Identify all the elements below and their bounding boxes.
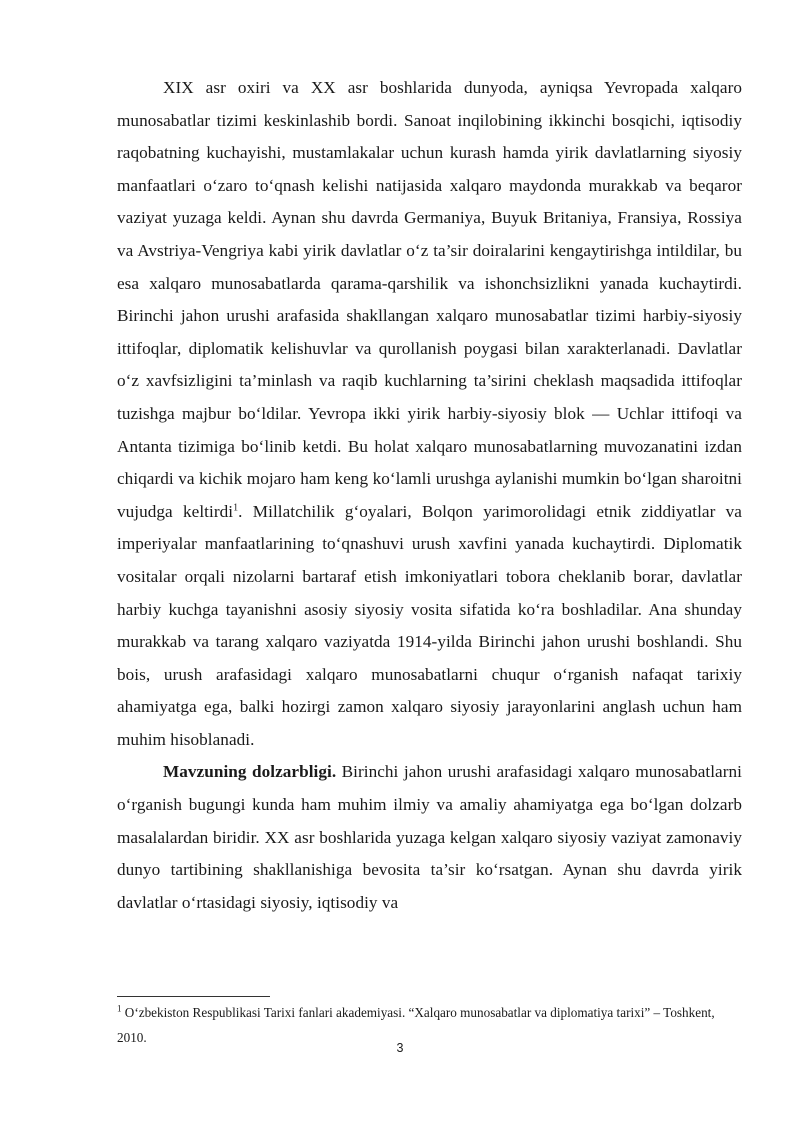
page-number: 3: [396, 1041, 404, 1055]
paragraph-intro-text-b: . Millatchilik g‘oyalari, Bolqon yarimorolidagi etnik ziddiyatlar va imperiyalar manfaatlarining to‘qnashuvi urush xavfini yanada kuchaytirdi. Diplomatik vositalar orqali nizolarni bartaraf etish imkoniyatlari tobora cheklanib borar, davlatlar harbiy kuchga tayanishni asosiy siyosiy vosita sifatida ko‘ra boshladilar. Ana shunday murakkab va tarang xalqaro vaziyatda 1914-yilda Birinchi jahon urushi boshlandi. Shu bois, urush arafasidagi xalqaro munosabatlarni chuqur o‘rganish nafaqat tarixiy ahamiyatga ega, balki hozirgi zamon xalqaro siyosiy jarayonlarini anglash uchun ham muhim hisoblanadi.: [117, 501, 742, 749]
footnote-separator: [117, 996, 270, 997]
footnote-number: 1: [117, 1003, 122, 1014]
footnote-text: O‘zbekiston Respublikasi Tarixi fanlari akademiyasi. “Xalqaro munosabatlar va diplomatiya tarixi” – Toshkent, 2010.: [117, 1005, 715, 1045]
paragraph-intro: [117, 72, 742, 756]
footnote-reference[interactable]: 1: [233, 501, 239, 513]
section-heading-relevance: Mavzuning dolzarbligi.: [163, 762, 337, 782]
paragraph-intro-text-a: XIX asr oxiri va XX asr boshlarida dunyoda, ayniqsa Yevropada xalqaro munosabatlar tizimi keskinlashib bordi. Sanoat inqilobining ikkinchi bosqichi, iqtisodiy raqobatning kuchayishi, mustamlakalar uchun kurash hamda yirik davlatlarning siyosiy manfaatlari o‘zaro to‘qnash kelishi natijasida xalqaro maydonda murakkab va beqaror vaziyat yuzaga keldi. Aynan shu davrda Germaniya, Buyuk Britaniya, Fransiya, Rossiya va Avstriya-Vengriya kabi yirik davlatlar o‘z ta’sir doiralarini kengaytirishga intildilar, bu esa xalqaro munosabatlarda qarama-qarshilik va ishonchsizlikni yanada kuchaytirdi. Birinchi jahon urushi arafasida shakllangan xalqaro munosabatlar tizimi harbiy-siyosiy ittifoqlar, diplomatik kelishuvlar va qurollanish poygasi bilan xarakterlanadi. Davlatlar o‘z xavfsizligini ta’minlash va raqib kuchlarning ta’sirini cheklash maqsadida ittifoqlar tuzishga majbur bo‘ldilar. Yevropa ikki yirik harbiy-siyosiy blok — Uchlar ittifoqi va Antanta tizimiga bo‘linib ketdi. Bu holat xalqaro munosabatlarning muvozanatini izdan chiqardi va kichik mojaro ham keng ko‘lamli urushga aylanishi mumkin bo‘lgan sharoitni vujudga keltirdi: [117, 78, 742, 521]
paragraph-relevance: [117, 756, 742, 919]
document-body: [117, 72, 742, 919]
paragraph-relevance-text: Birinchi jahon urushi arafasidagi xalqaro munosabatlarni o‘rganish bugungi kunda ham muhim ilmiy va amaliy ahamiyatga ega bo‘lgan dolzarb masalalardan biridir. XX asr boshlarida yuzaga kelgan xalqaro siyosiy vaziyat zamonaviy dunyo tartibining shakllanishiga bevosita ta’sir ko‘rsatgan. Aynan shu davrda yirik davlatlar o‘rtasidagi siyosiy, iqtisodiy va: [117, 762, 742, 912]
